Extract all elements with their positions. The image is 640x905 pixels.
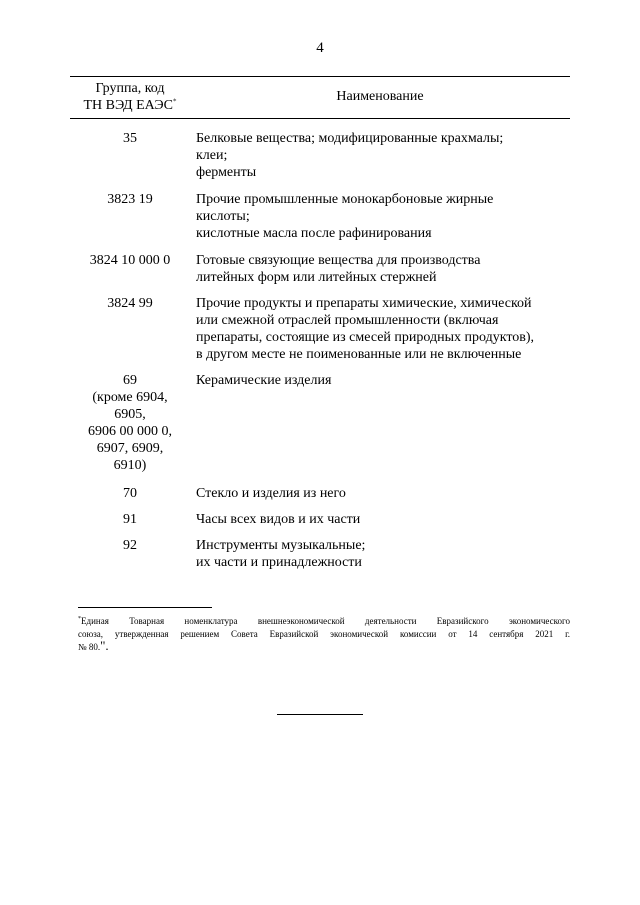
row-code-line: 3824 99 xyxy=(107,296,153,311)
table-header-rule xyxy=(70,118,570,119)
row-code xyxy=(70,191,190,208)
row-name-line: Инструменты музыкальные; xyxy=(196,538,366,553)
table-header-code xyxy=(70,80,190,114)
row-code-line: 6910) xyxy=(113,458,147,473)
row-name-line: Белковые вещества; модифицированные крахмалы; xyxy=(196,131,504,146)
row-name-line: Готовые связующие вещества для производства xyxy=(196,253,481,268)
row-code xyxy=(70,252,190,269)
row-name-line: ферменты xyxy=(196,165,257,180)
footnote-marker: * xyxy=(78,616,81,622)
row-code-line: 35 xyxy=(123,131,137,146)
row-name-line: Прочие промышленные монокарбоновые жирные xyxy=(196,192,494,207)
row-name-line: кислоты; xyxy=(196,209,250,224)
footnote-separator xyxy=(78,607,212,608)
row-name xyxy=(196,252,570,286)
row-name xyxy=(196,130,570,181)
row-name xyxy=(196,511,570,528)
page-number: 4 xyxy=(316,40,324,56)
row-code-line: 6907, 6909, xyxy=(96,441,164,456)
row-name-line: или смежной отраслей промышленности (включая xyxy=(196,313,499,328)
row-code-line: 6906 00 000 0, xyxy=(88,424,172,439)
row-name-line: их части и принадлежности xyxy=(196,555,362,570)
footnote-line-3: № 80.". xyxy=(78,638,109,653)
row-code xyxy=(70,537,190,554)
footnote xyxy=(78,615,570,654)
end-of-document-rule xyxy=(277,714,363,715)
row-name xyxy=(196,485,570,502)
row-name-line: Керамические изделия xyxy=(196,373,332,388)
row-code-line: 91 xyxy=(123,512,137,527)
row-name xyxy=(196,295,570,363)
row-name-line: в другом месте не поименованные или не включенные xyxy=(196,347,522,362)
table-header-name: Наименование xyxy=(336,89,424,104)
row-name-line: литейных форм или литейных стержней xyxy=(196,270,437,285)
row-name-line: препараты, состоящие из смесей природных продуктов), xyxy=(196,330,535,345)
row-name xyxy=(196,191,570,242)
row-name-line: клеи; xyxy=(196,148,228,163)
row-code-line: (кроме 6904, xyxy=(92,390,168,405)
row-code-line: 69 xyxy=(123,373,137,388)
footnote-line-2: союза, утвержденная решением Совета Евразийской экономической комиссии от 14 сентября 2021 г. xyxy=(78,629,570,639)
table-top-rule xyxy=(70,76,570,77)
row-name-line: Стекло и изделия из него xyxy=(196,486,346,501)
row-code-line: 3823 19 xyxy=(107,192,153,207)
row-name-line: кислотные масла после рафинирования xyxy=(196,226,432,241)
row-name xyxy=(196,537,570,571)
row-code xyxy=(70,485,190,502)
row-code xyxy=(70,372,190,474)
row-code-line: 3824 10 000 0 xyxy=(89,253,171,268)
row-name-line: Часы всех видов и их части xyxy=(196,512,361,527)
footnote-line-1: *Единая Товарная номенклатура внешнеэкономической деятельности Евразийского экономического xyxy=(78,616,570,626)
footnote-marker: * xyxy=(173,97,177,106)
closing-quote-mark: ". xyxy=(100,638,109,653)
row-name xyxy=(196,372,570,389)
row-name-line: Прочие продукты и препараты химические, химической xyxy=(196,296,532,311)
row-code xyxy=(70,511,190,528)
row-code-line: 70 xyxy=(123,486,137,501)
row-code xyxy=(70,295,190,312)
header-code-line-1: Группа, код xyxy=(95,81,165,96)
row-code xyxy=(70,130,190,147)
row-code-line: 6905, xyxy=(114,407,146,422)
row-code-line: 92 xyxy=(123,538,137,553)
header-code-line-2: ТН ВЭД ЕАЭС* xyxy=(83,97,177,113)
